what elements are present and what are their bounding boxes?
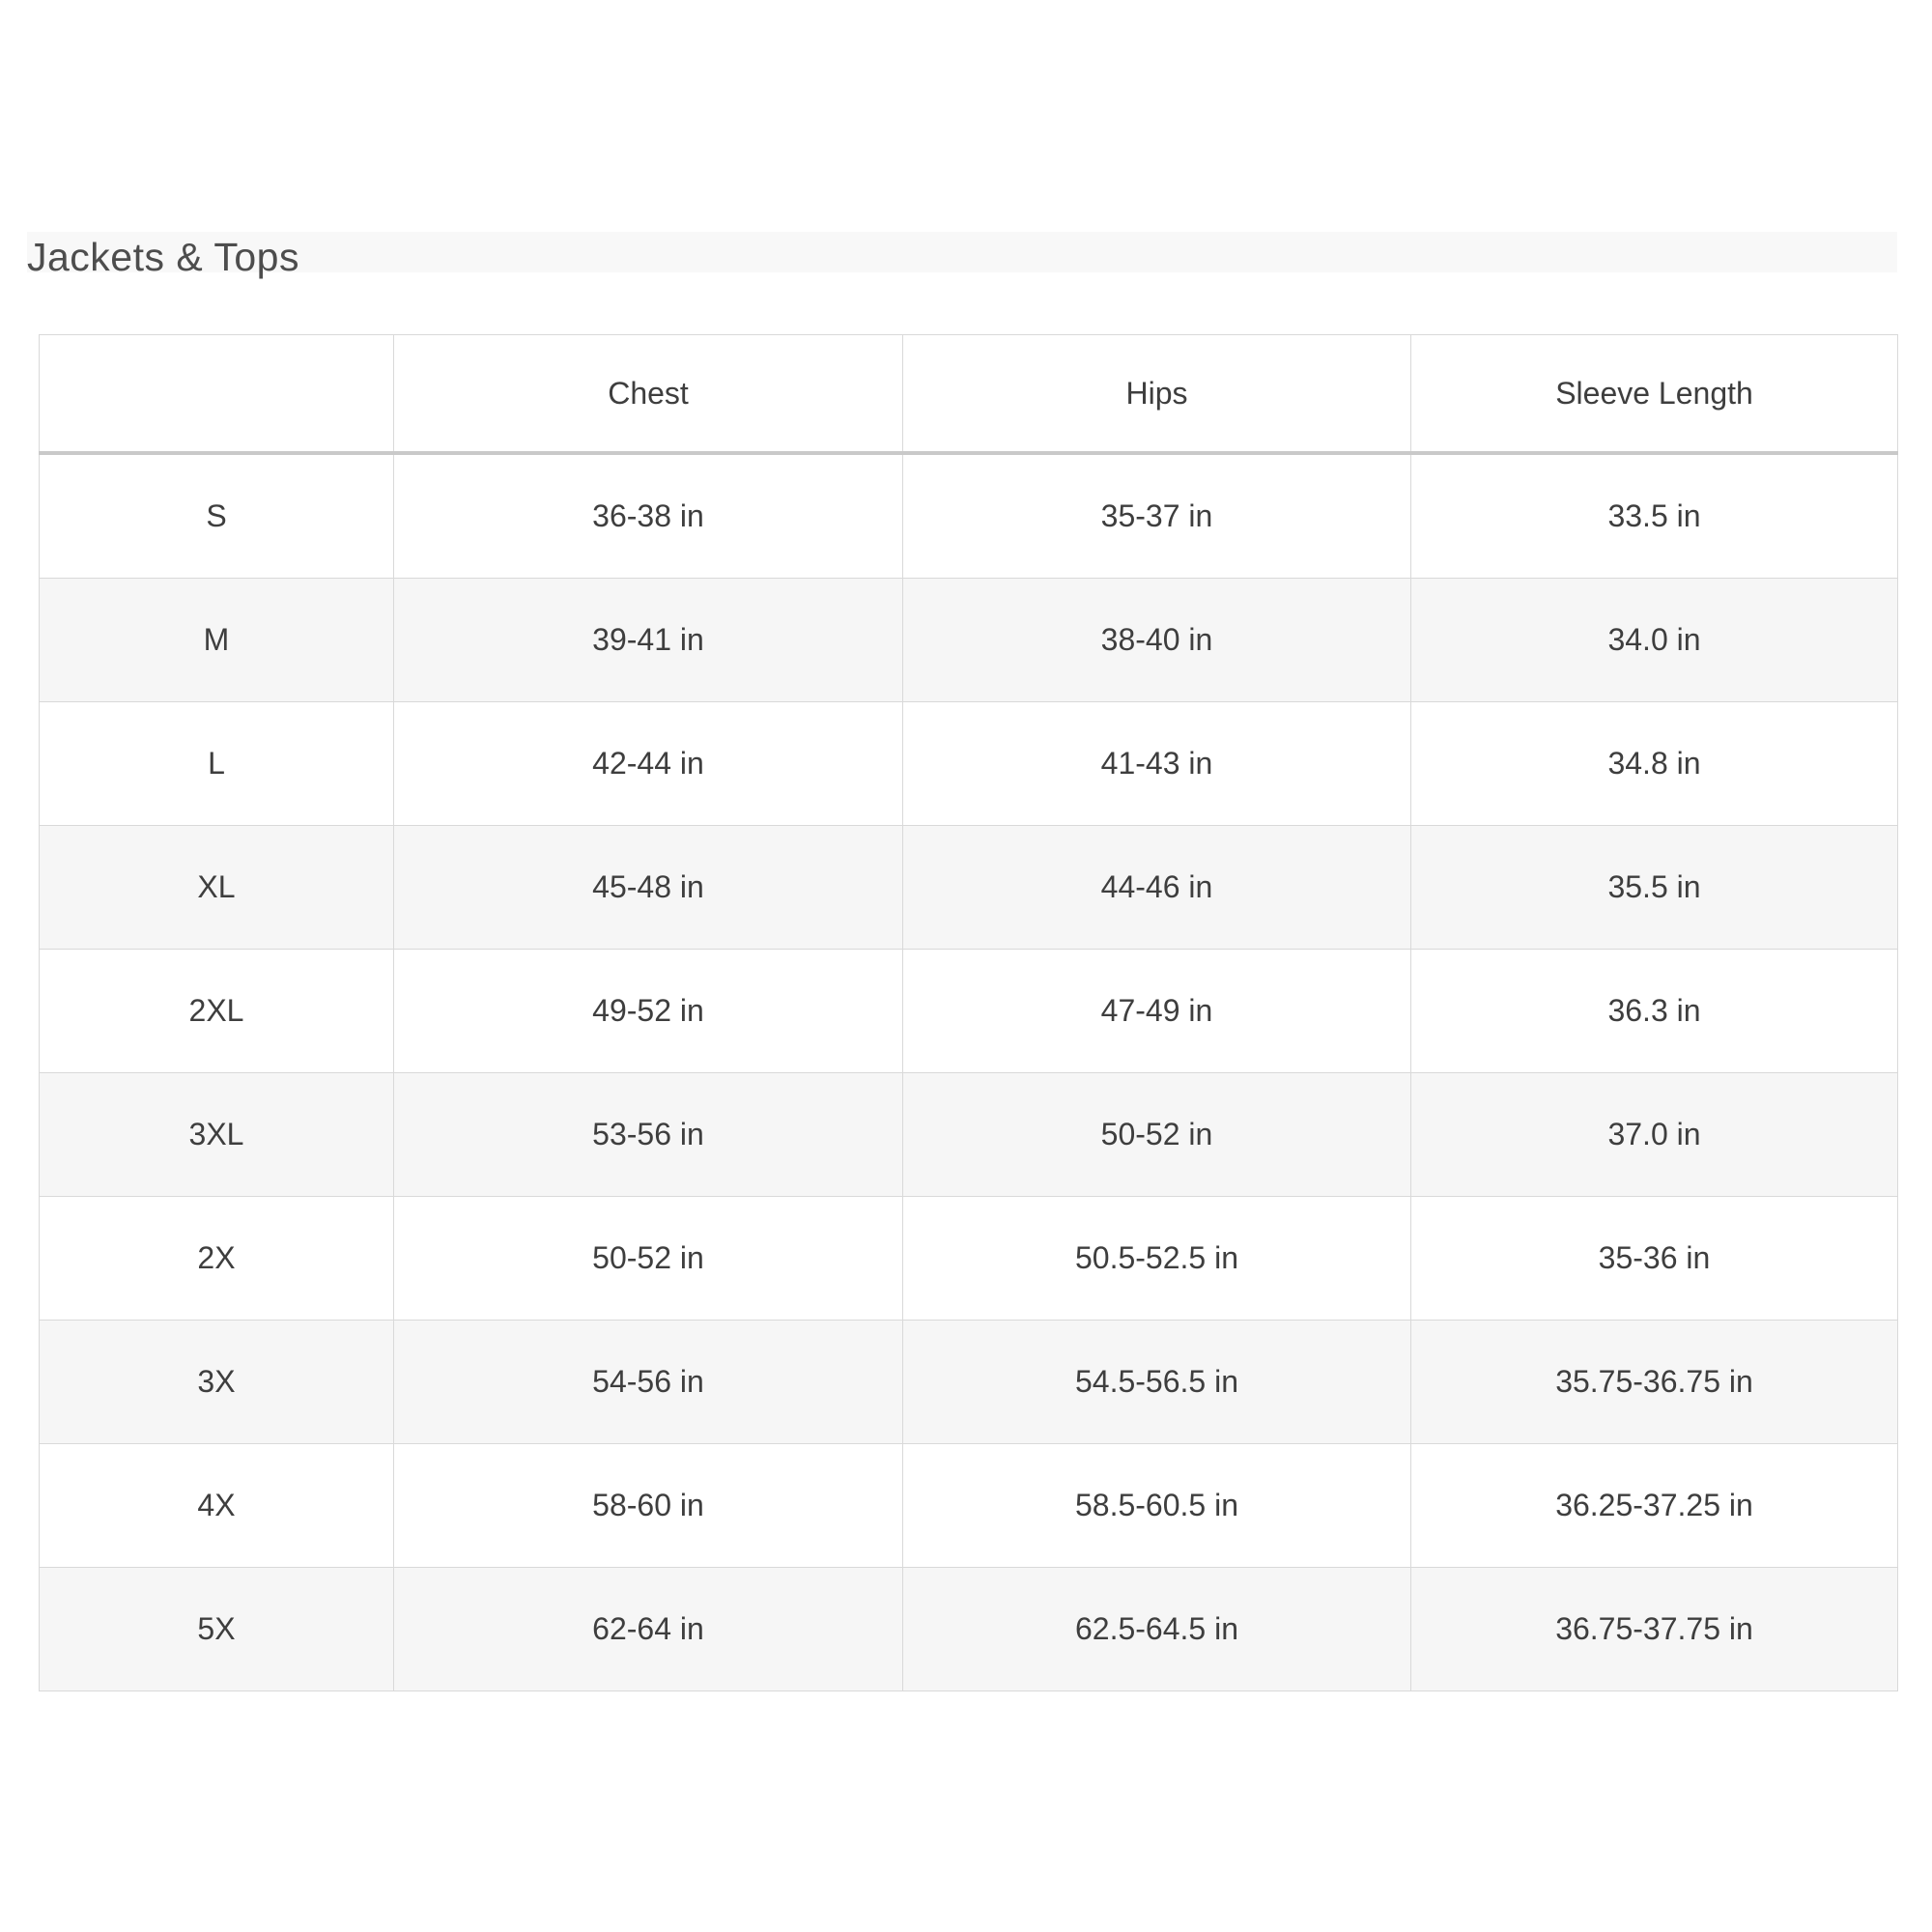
hips-cell: 38-40 in bbox=[903, 579, 1411, 702]
chest-cell: 58-60 in bbox=[394, 1444, 903, 1568]
chest-cell: 53-56 in bbox=[394, 1073, 903, 1197]
hips-cell: 44-46 in bbox=[903, 826, 1411, 950]
chest-cell: 50-52 in bbox=[394, 1197, 903, 1321]
sleeve-cell: 34.8 in bbox=[1411, 702, 1898, 826]
hips-cell: 41-43 in bbox=[903, 702, 1411, 826]
sleeve-cell: 34.0 in bbox=[1411, 579, 1898, 702]
table-row bbox=[40, 579, 1898, 702]
size-chart-body bbox=[40, 453, 1898, 1691]
size-cell: 3X bbox=[40, 1321, 394, 1444]
table-row bbox=[40, 453, 1898, 579]
header-row bbox=[40, 335, 1898, 454]
hips-cell: 35-37 in bbox=[903, 453, 1411, 579]
table-row bbox=[40, 1321, 1898, 1444]
chest-cell: 39-41 in bbox=[394, 579, 903, 702]
hips-cell: 47-49 in bbox=[903, 950, 1411, 1073]
header-size-blank bbox=[40, 335, 394, 454]
table-row bbox=[40, 826, 1898, 950]
sleeve-cell: 37.0 in bbox=[1411, 1073, 1898, 1197]
chest-cell: 49-52 in bbox=[394, 950, 903, 1073]
size-cell: S bbox=[40, 453, 394, 579]
header-chest: Chest bbox=[394, 335, 903, 454]
hips-cell: 62.5-64.5 in bbox=[903, 1568, 1411, 1691]
size-cell: M bbox=[40, 579, 394, 702]
table-row bbox=[40, 1444, 1898, 1568]
size-cell: 2XL bbox=[40, 950, 394, 1073]
header-sleeve-length: Sleeve Length bbox=[1411, 335, 1898, 454]
sleeve-cell: 33.5 in bbox=[1411, 453, 1898, 579]
table-row bbox=[40, 1568, 1898, 1691]
chest-cell: 62-64 in bbox=[394, 1568, 903, 1691]
sleeve-cell: 36.25-37.25 in bbox=[1411, 1444, 1898, 1568]
sleeve-cell: 35-36 in bbox=[1411, 1197, 1898, 1321]
size-cell: 3XL bbox=[40, 1073, 394, 1197]
header-hips: Hips bbox=[903, 335, 1411, 454]
hips-cell: 50-52 in bbox=[903, 1073, 1411, 1197]
chest-cell: 42-44 in bbox=[394, 702, 903, 826]
size-chart-table bbox=[39, 334, 1898, 1691]
sleeve-cell: 36.3 in bbox=[1411, 950, 1898, 1073]
chest-cell: 45-48 in bbox=[394, 826, 903, 950]
chest-cell: 54-56 in bbox=[394, 1321, 903, 1444]
section-title: Jackets & Tops bbox=[27, 235, 299, 279]
table-row bbox=[40, 1073, 1898, 1197]
size-cell: 4X bbox=[40, 1444, 394, 1568]
sleeve-cell: 35.5 in bbox=[1411, 826, 1898, 950]
chest-cell: 36-38 in bbox=[394, 453, 903, 579]
hips-cell: 54.5-56.5 in bbox=[903, 1321, 1411, 1444]
size-chart-header bbox=[40, 335, 1898, 454]
section-title-band bbox=[27, 232, 1897, 272]
table-row bbox=[40, 1197, 1898, 1321]
size-cell: 2X bbox=[40, 1197, 394, 1321]
table-row bbox=[40, 950, 1898, 1073]
size-cell: L bbox=[40, 702, 394, 826]
table-row bbox=[40, 702, 1898, 826]
hips-cell: 50.5-52.5 in bbox=[903, 1197, 1411, 1321]
hips-cell: 58.5-60.5 in bbox=[903, 1444, 1411, 1568]
sleeve-cell: 35.75-36.75 in bbox=[1411, 1321, 1898, 1444]
sleeve-cell: 36.75-37.75 in bbox=[1411, 1568, 1898, 1691]
size-cell: 5X bbox=[40, 1568, 394, 1691]
size-cell: XL bbox=[40, 826, 394, 950]
